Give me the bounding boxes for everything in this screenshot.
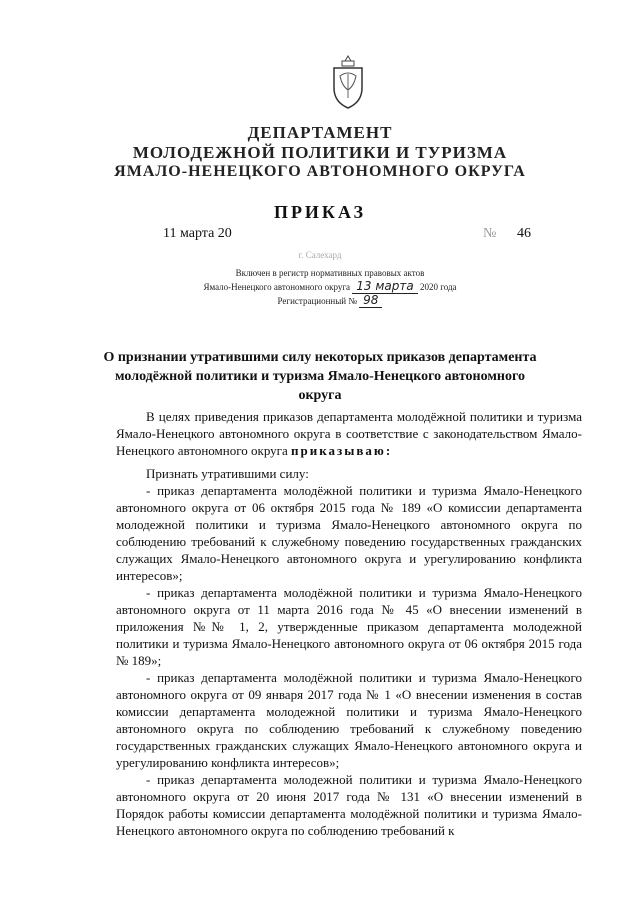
list-item: - приказ департамента молодежной политики и туризма Ямало-Ненецкого автономного округа от 20 июня 2017 года № 131 «О внесении изменений в Порядок работы комиссии департамента молодёжной политики и туризма Ямало-Ненецкого автономного округа по соблюдению требований к: [116, 772, 582, 838]
order-date: 11 марта 20: [163, 226, 232, 241]
registry-stamp: [180, 267, 480, 308]
stamp-handwritten-number: 98: [359, 293, 382, 308]
department-title-line3: ЯМАЛО-НЕНЕЦКОГО АВТОНОМНОГО ОКРУГА: [114, 163, 526, 180]
stamp-reg-label: Регистрационный №: [277, 296, 357, 306]
order-body: [116, 408, 582, 839]
order-number-prefix: №: [483, 226, 497, 241]
order-subject: О признании утратившими силу некоторых приказов департамента молодёжной политики и туризма Ямало-Ненецкого автономного округа: [103, 350, 537, 403]
recognize-heading: Признать утратившими силу:: [146, 466, 309, 481]
department-title-line1: ДЕПАРТАМЕНТ: [247, 123, 393, 142]
stamp-line1: Включен в регистр нормативных правовых актов: [235, 268, 425, 278]
stamp-handwritten-date: 13 марта: [352, 279, 417, 294]
stamp-line2: [180, 280, 480, 294]
stamp-line2-prefix: Ямало-Ненецкого автономного округа: [203, 282, 351, 292]
document-type: ПРИКАЗ: [273, 202, 367, 222]
list-item: - приказ департамента молодёжной политики и туризма Ямало-Ненецкого автономного округа от 11 марта 2016 года № 45 «О внесении изменений в приложения №№ 1, 2, утвержденные приказом департамента молодежной политики и туризма Ямало-Ненецкого автономного округа от 06 октября 2015 года № 189»;: [116, 585, 582, 668]
stamp-line2-suffix: 2020 года: [420, 282, 457, 292]
intro-paragraph: [116, 408, 582, 459]
stamp-line3: [180, 294, 480, 308]
order-number: 46: [517, 226, 531, 241]
list-item: - приказ департамента молодёжной политики и туризма Ямало-Ненецкого автономного округа от 09 января 2017 года № 1 «О внесении изменения в состав комиссии департамента молодежной политики и туризма Ямало-Ненецкого автономного округа по соблюдению требований к служебному поведению государственных гражданских служащих Ямало-Ненецкого автономного округа и урегулированию конфликта интересов»;: [116, 670, 582, 770]
department-title-line2: МОЛОДЕЖНОЙ ПОЛИТИКИ И ТУРИЗМА: [132, 143, 508, 162]
order-word: приказываю:: [291, 443, 393, 458]
intro-text: В целях приведения приказов департамента молодёжной политики и туризма Ямало-Ненецкого автономного округа в соответствие с законодательством Ямало-Ненецкого автономного округа: [116, 409, 582, 458]
place-of-issue: г. Салехард: [298, 250, 342, 260]
list-item: - приказ департамента молодёжной политики и туризма Ямало-Ненецкого автономного округа от 06 октября 2015 года № 189 «О комиссии департамента молодежной политики и туризма Ямало-Ненецкого автономного округа по соблюдению требований к служебному поведению государственных гражданских служащих Ямало-Ненецкого автономного округа и урегулированию конфликта интересов»;: [116, 483, 582, 583]
coat-of-arms-emblem: [328, 54, 368, 110]
